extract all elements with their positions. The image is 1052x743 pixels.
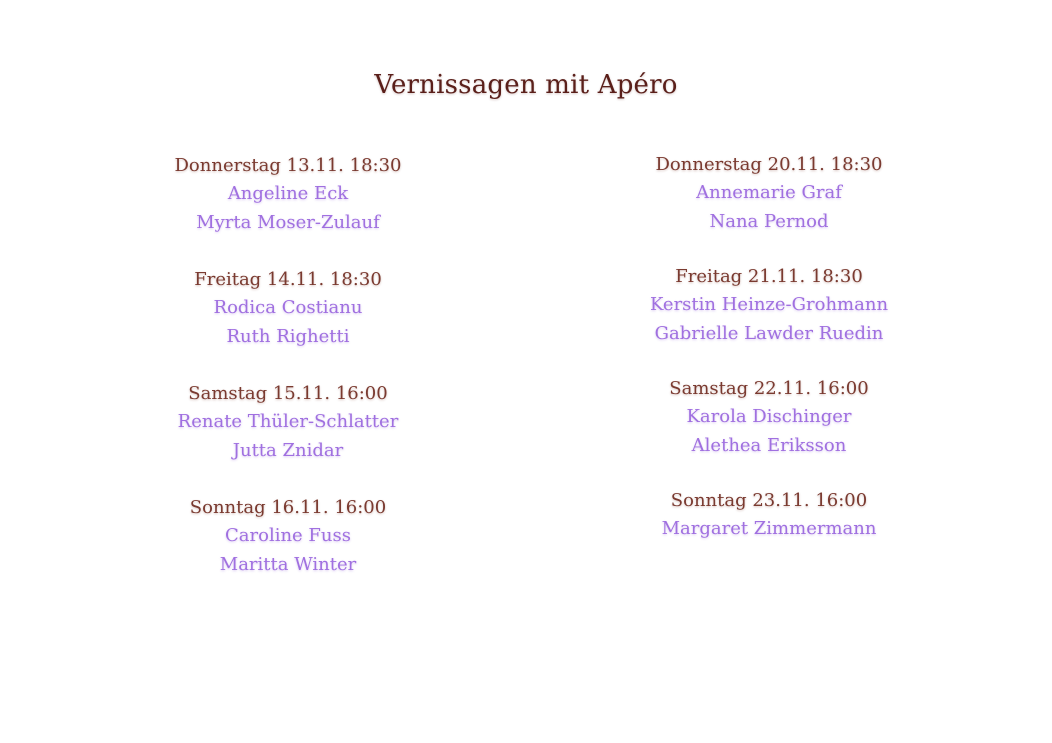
artist-name: Caroline Fuss [225, 525, 351, 546]
artist-name: Renate Thüler-Schlatter [177, 411, 399, 432]
artist-name: Myrta Moser-Zulauf [196, 212, 380, 233]
event-date: Samstag 15.11. 16:00 [188, 383, 388, 404]
artist-name: Jutta Znidar [232, 440, 344, 461]
event-date: Sonntag 23.11. 16:00 [670, 490, 868, 511]
artist-name: Kerstin Heinze-Grohmann [649, 294, 889, 315]
artist-name: Angeline Eck [227, 183, 349, 204]
artist-name: Alethea Eriksson [691, 435, 847, 456]
artist-name: Margaret Zimmermann [661, 518, 877, 539]
artist-name: Karola Dischinger [686, 406, 852, 427]
event-block [599, 376, 939, 460]
page-title: Vernissagen mit Apéro [374, 70, 678, 100]
right-schedule-column [599, 152, 939, 543]
event-block [599, 152, 939, 236]
event-date: Freitag 14.11. 18:30 [194, 269, 382, 290]
event-block [118, 267, 458, 351]
artist-name: Rodica Costianu [213, 297, 363, 318]
artist-name: Gabrielle Lawder Ruedin [654, 323, 884, 344]
event-date: Freitag 21.11. 18:30 [675, 266, 863, 287]
event-block [599, 264, 939, 348]
artist-name: Nana Pernod [709, 211, 829, 232]
event-block [599, 488, 939, 543]
artist-name: Annemarie Graf [696, 182, 842, 203]
event-block [118, 153, 458, 237]
event-date: Donnerstag 20.11. 18:30 [655, 154, 883, 175]
left-schedule-column [118, 153, 458, 579]
artist-name: Ruth Righetti [226, 326, 350, 347]
event-date: Sonntag 16.11. 16:00 [189, 497, 387, 518]
event-block [118, 495, 458, 579]
event-block [118, 381, 458, 465]
artist-name: Maritta Winter [219, 554, 357, 575]
event-date: Donnerstag 13.11. 18:30 [174, 155, 402, 176]
event-date: Samstag 22.11. 16:00 [669, 378, 869, 399]
